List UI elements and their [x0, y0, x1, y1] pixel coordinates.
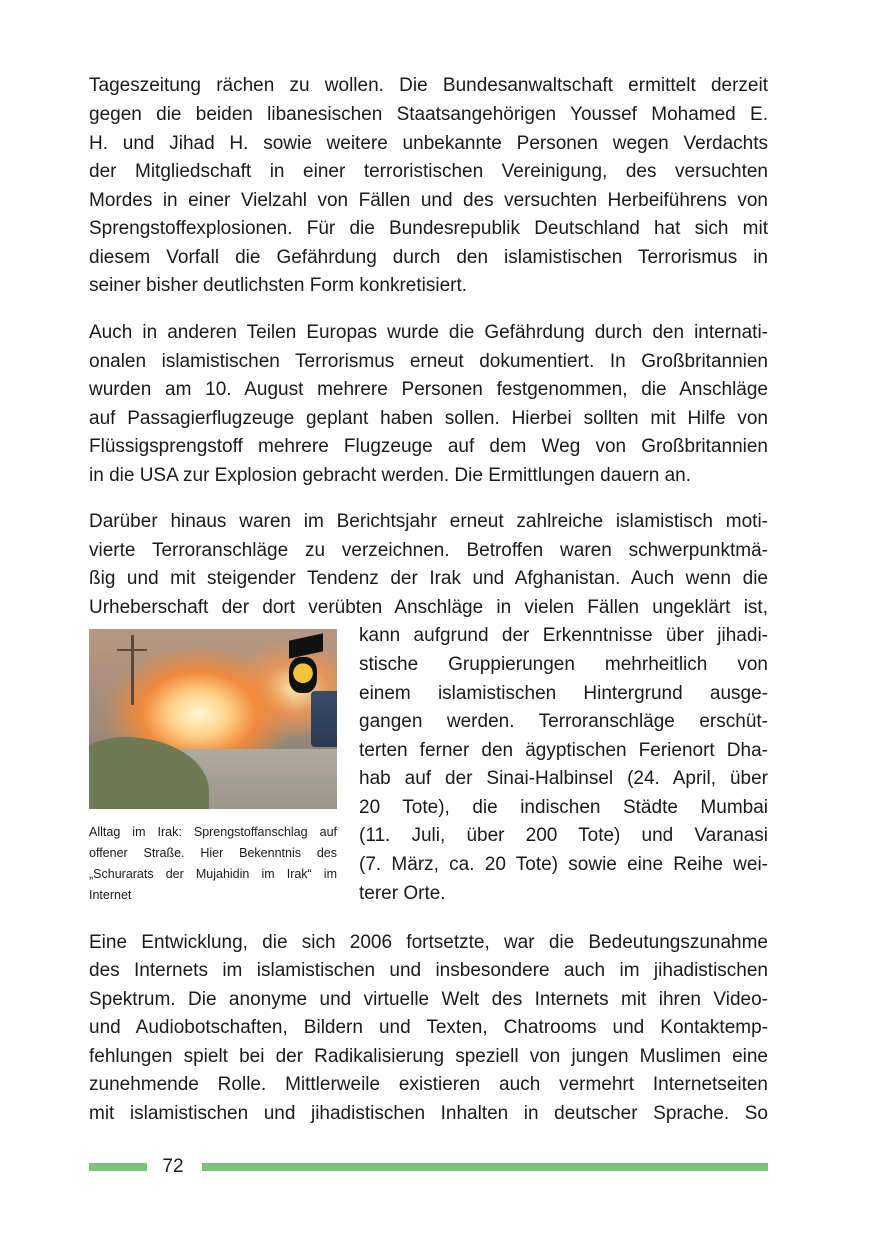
text-line: diesem Vorfall die Gefährdung durch den islamistischen Terrorismus in	[89, 247, 768, 268]
text-line: terten ferner den ägyptischen Ferienort Dha-	[359, 740, 768, 761]
text-line: terer Orte.	[359, 883, 446, 904]
text-line: Flüssigsprengstoff mehrere Flugzeuge auf dem Weg von Großbritannien	[89, 436, 768, 457]
text-line: ßig und mit steigender Tendenz der Irak und Afghanistan. Auch wenn die	[89, 568, 768, 589]
text-line: gegen die beiden libanesischen Staatsangehörigen Youssef Mohamed E.	[89, 104, 768, 125]
text-line: (7. März, ca. 20 Tote) sowie eine Reihe wei-	[359, 854, 768, 875]
photo-grass	[89, 737, 209, 809]
text-line: Darüber hinaus waren im Berichtsjahr erneut zahlreiche islamistisch moti-	[89, 511, 768, 532]
text-line: Auch in anderen Teilen Europas wurde die Gefährdung durch den internati-	[89, 322, 768, 343]
text-line: fehlungen spielt bei der Radikalisierung speziell von jungen Muslimen eine	[89, 1046, 768, 1067]
text-line: kann aufgrund der Erkenntnisse über jihadi-	[359, 625, 768, 646]
caption-line: Internet	[89, 888, 132, 902]
caption-line: Alltag im Irak: Sprengstoffanschlag auf	[89, 825, 337, 839]
text-line: der Mitgliedschaft in einer terroristischen Vereinigung, des versuchten	[89, 161, 768, 182]
text-line: H. und Jihad H. sowie weitere unbekannte Personen wegen Verdachts	[89, 133, 768, 154]
text-line: vierte Terroranschläge zu verzeichnen. Betroffen waren schwerpunktmä-	[89, 540, 768, 561]
text-line: Sprengstoffexplosionen. Für die Bundesrepublik Deutschland hat sich mit	[89, 218, 768, 239]
text-line: in die USA zur Explosion gebracht werden. Die Ermittlungen dauern an.	[89, 465, 692, 486]
text-line: seiner bisher deutlichsten Form konkretisiert.	[89, 275, 468, 296]
text-line: einem islamistischen Hintergrund ausge-	[359, 683, 768, 704]
footer-rule-left	[89, 1163, 147, 1171]
text-line: auf Passagierflugzeuge geplant haben sollen. Hierbei sollten mit Hilfe von	[89, 408, 768, 429]
text-line: hab auf der Sinai-Halbinsel (24. April, über	[359, 768, 768, 789]
text-line: und Audiobotschaften, Bildern und Texten, Chatrooms und Kontaktemp-	[89, 1017, 768, 1038]
explosion-photo	[89, 629, 337, 809]
text-line: Mordes in einer Vielzahl von Fällen und des versuchten Herbeiführens von	[89, 190, 768, 211]
text-line: Eine Entwicklung, die sich 2006 fortsetzte, war die Bedeutungszunahme	[89, 932, 768, 953]
text-line: 20 Tote), die indischen Städte Mumbai	[359, 797, 768, 818]
footer-rule-right	[202, 1163, 768, 1171]
photo-street-pole	[131, 635, 134, 705]
photo-street-pole-arm	[117, 649, 147, 651]
photo-emblem	[289, 657, 317, 693]
text-line: Spektrum. Die anonyme und virtuelle Welt des Internets mit ihren Video-	[89, 989, 768, 1010]
text-line: Urheberschaft der dort verübten Anschläge in vielen Fällen ungeklärt ist,	[89, 597, 768, 618]
caption-line: offener Straße. Hier Bekenntnis des	[89, 846, 337, 860]
text-line: wurden am 10. August mehrere Personen festgenommen, die Anschläge	[89, 379, 768, 400]
text-line: des Internets im islamistischen und insbesondere auch im jihadistischen	[89, 960, 768, 981]
text-line: stische Gruppierungen mehrheitlich von	[359, 654, 768, 675]
text-line: onalen islamistischen Terrorismus erneut dokumentiert. In Großbritannien	[89, 351, 768, 372]
text-line: zunehmende Rolle. Mittlerweile existieren auch vermehrt Internetseiten	[89, 1074, 768, 1095]
text-line: mit islamistischen und jihadistischen Inhalten in deutscher Sprache. So	[89, 1103, 768, 1124]
caption-line: „Schurarats der Mujahidin im Irak“ im	[89, 867, 337, 881]
text-line: Tageszeitung rächen zu wollen. Die Bundesanwaltschaft ermittelt derzeit	[89, 75, 768, 96]
photo-vehicle	[311, 691, 337, 747]
photo-black-flag	[289, 633, 323, 658]
page-number: 72	[162, 1156, 184, 1177]
text-line: gangen werden. Terroranschläge erschüt-	[359, 711, 768, 732]
text-line: (11. Juli, über 200 Tote) und Varanasi	[359, 825, 768, 846]
